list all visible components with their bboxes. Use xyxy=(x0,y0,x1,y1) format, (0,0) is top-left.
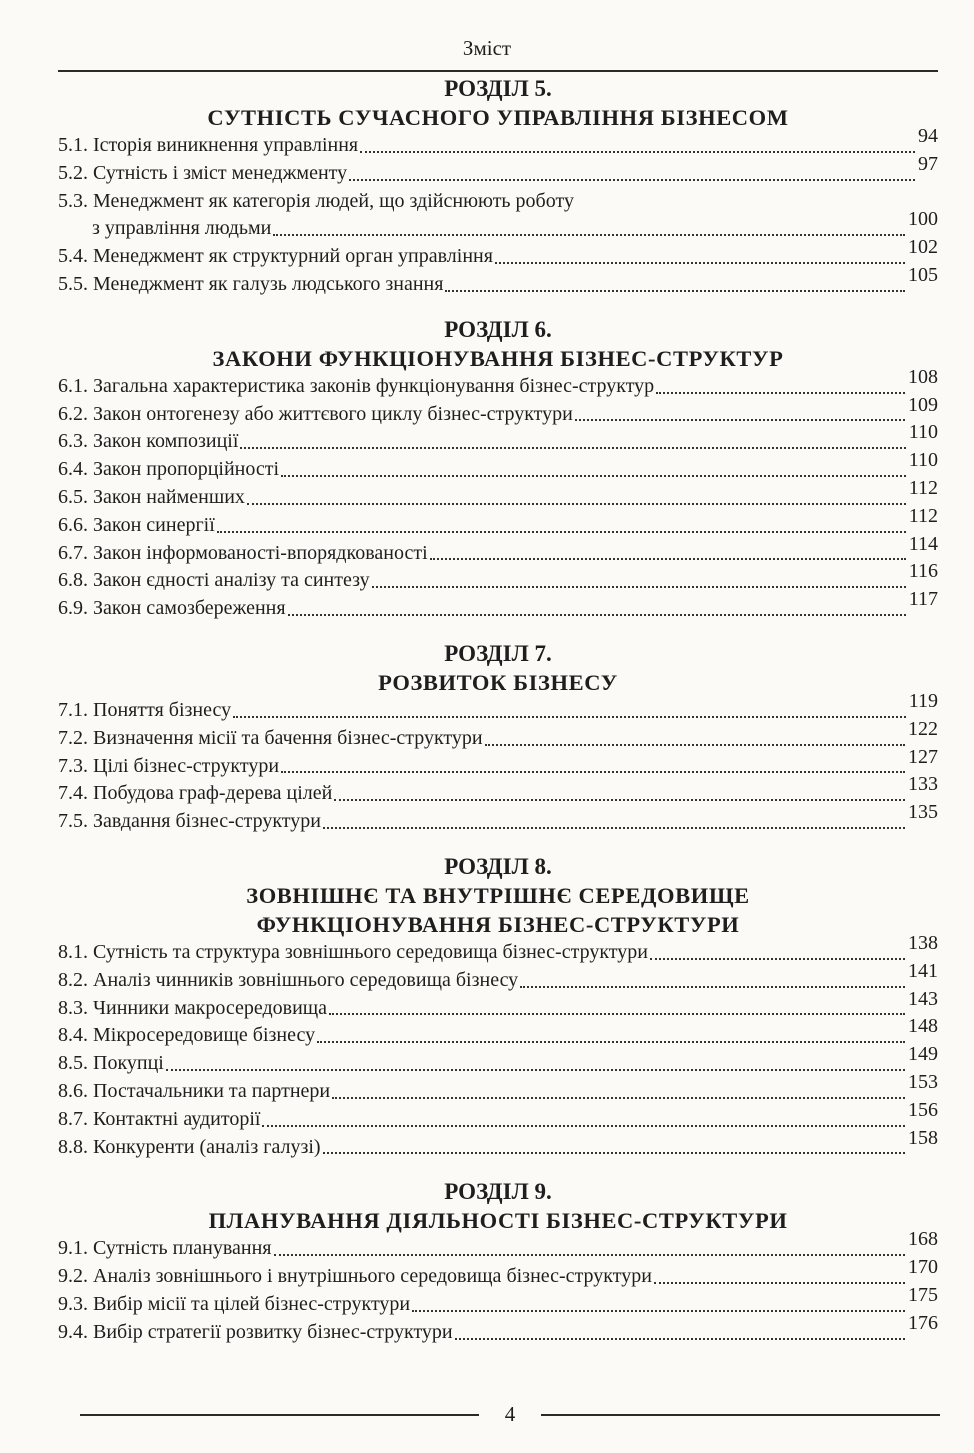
entry-page-number: 114 xyxy=(908,532,938,555)
entry-page-number: 176 xyxy=(908,1311,938,1334)
toc-entry xyxy=(58,1126,938,1162)
toc-entry xyxy=(58,393,938,429)
toc-entry xyxy=(58,152,938,188)
entry-page-number: 117 xyxy=(908,588,938,611)
entry-page-number: 127 xyxy=(908,745,938,768)
toc-entry xyxy=(58,1015,938,1050)
entry-page-number: 116 xyxy=(908,560,938,583)
toc-entry xyxy=(58,532,938,568)
entry-page-number: 112 xyxy=(908,504,938,527)
toc-entry xyxy=(58,365,938,401)
header-rule xyxy=(58,70,938,72)
entry-page-number: 141 xyxy=(908,959,938,982)
entry-page-number: 156 xyxy=(908,1098,938,1121)
dot-leader xyxy=(485,744,905,746)
dot-leader xyxy=(273,234,905,236)
entry-page-number: 109 xyxy=(908,393,938,416)
page-number: 4 xyxy=(504,1402,516,1426)
toc-entry xyxy=(58,931,938,967)
entry-page-number: 94 xyxy=(918,125,938,147)
toc-entry xyxy=(58,1228,938,1263)
toc-section xyxy=(58,315,938,623)
entry-title: 8.4. Мікросередовище бізнесу xyxy=(58,1024,316,1047)
footer-rule-left xyxy=(80,1414,479,1416)
dot-leader xyxy=(372,586,906,588)
entry-title: 8.3. Чинники макросередовища xyxy=(58,996,328,1019)
section-number: РОЗДІЛ 7. xyxy=(444,640,552,666)
toc-entry xyxy=(58,1098,938,1134)
dot-leader xyxy=(349,179,915,181)
dot-leader xyxy=(430,558,906,560)
toc-entry xyxy=(58,1311,938,1347)
section-title: ФУНКЦІОНУВАННЯ БІЗНЕС-СТРУКТУРИ xyxy=(256,911,740,937)
toc-entry xyxy=(58,449,938,484)
toc-entry xyxy=(58,263,938,299)
dot-leader xyxy=(650,958,905,960)
entry-title: 7.4. Побудова граф-дерева цілей xyxy=(58,782,333,805)
dot-leader xyxy=(656,392,905,394)
entry-page-number: 110 xyxy=(908,421,938,444)
dot-leader xyxy=(217,531,906,533)
entry-title: 6.5. Закон найменших xyxy=(58,485,245,508)
toc-entry xyxy=(58,588,938,623)
entry-page-number: 122 xyxy=(908,717,938,740)
dot-leader xyxy=(281,771,905,773)
dot-leader xyxy=(412,1310,905,1312)
toc-entry xyxy=(58,421,938,456)
entry-page-number: 119 xyxy=(908,689,938,712)
entry-title: з управління людьми xyxy=(92,217,272,240)
dot-leader xyxy=(323,827,905,829)
dot-leader xyxy=(262,1125,905,1127)
entry-title: 7.1. Поняття бізнесу xyxy=(58,698,232,721)
entry-title: 5.5. Менеджмент як галузь людського знання xyxy=(58,272,444,295)
dot-leader xyxy=(575,419,905,421)
entry-title: 8.7. Контактні аудиторії xyxy=(58,1107,261,1130)
toc-section xyxy=(58,74,938,299)
section-number: РОЗДІЛ 8. xyxy=(444,853,552,879)
toc-entry xyxy=(58,1283,938,1319)
section-title: СУТНІСТЬ СУЧАСНОГО УПРАВЛІННЯ БІЗНЕСОМ xyxy=(207,105,789,130)
dot-leader xyxy=(455,1338,905,1340)
dot-leader xyxy=(654,1282,905,1284)
toc-entry xyxy=(58,476,938,512)
entry-page-number: 112 xyxy=(908,476,938,499)
toc-entry xyxy=(58,504,938,540)
entry-page-number: 148 xyxy=(908,1015,938,1038)
toc-entry xyxy=(58,717,938,753)
entry-title: 9.3. Вибір місії та цілей бізнес-структури xyxy=(58,1292,411,1315)
toc-entry xyxy=(58,1070,938,1106)
entry-title: 8.6. Постачальники та партнери xyxy=(58,1079,331,1102)
entry-title: 8.8. Конкуренти (аналіз галузі) xyxy=(58,1135,321,1158)
running-head: Зміст xyxy=(462,36,512,60)
entry-page-number: 158 xyxy=(908,1126,938,1149)
toc-entry xyxy=(58,1256,938,1291)
toc-entry xyxy=(58,801,938,836)
entry-page-number: 105 xyxy=(908,263,938,286)
dot-leader xyxy=(166,1069,905,1071)
footer-rule-right xyxy=(541,1414,940,1416)
section-title: ПЛАНУВАННЯ ДІЯЛЬНОСТІ БІЗНЕС-СТРУКТУРИ xyxy=(208,1208,788,1234)
section-number: РОЗДІЛ 5. xyxy=(444,76,552,101)
toc-entry xyxy=(58,560,938,595)
entry-title: 5.4. Менеджмент як структурний орган управління xyxy=(58,245,493,268)
toc-entry xyxy=(58,773,938,808)
dot-leader xyxy=(323,1152,905,1154)
entry-title: 8.1. Сутність та структура зовнішнього середовища бізнес-структури xyxy=(58,940,648,963)
toc-entry xyxy=(58,1043,938,1078)
toc-entry xyxy=(58,987,938,1023)
entry-title: 8.5. Покупці xyxy=(58,1052,164,1075)
section-title: РОЗВИТОК БІЗНЕСУ xyxy=(378,669,618,695)
dot-leader xyxy=(445,290,905,292)
entry-title: 6.1. Загальна характеристика законів функціонування бізнес-структур xyxy=(58,374,655,397)
toc-section xyxy=(58,1177,938,1346)
entry-page-number: 168 xyxy=(908,1228,938,1251)
dot-leader xyxy=(240,447,905,449)
dot-leader xyxy=(281,475,906,477)
entry-page-number: 110 xyxy=(908,449,938,472)
entry-page-number: 153 xyxy=(908,1070,938,1093)
entry-page-number: 102 xyxy=(908,236,938,259)
entry-title: 7.3. Цілі бізнес-структури xyxy=(58,754,280,777)
entry-title: 9.1. Сутність планування xyxy=(58,1237,272,1260)
entry-page-number: 143 xyxy=(908,987,938,1010)
entry-page-number: 135 xyxy=(908,801,938,824)
section-title: ЗОВНІШНЄ ТА ВНУТРІШНЄ СЕРЕДОВИЩЕ xyxy=(246,882,750,908)
entry-title: 6.2. Закон онтогенезу або життєвого циклу бізнес-структури xyxy=(58,402,573,425)
entry-title: 9.4. Вибір стратегії розвитку бізнес-структури xyxy=(58,1320,453,1343)
dot-leader xyxy=(520,986,905,988)
entry-title: 5.1. Історія виникнення управління xyxy=(58,134,359,156)
dot-leader xyxy=(288,614,906,616)
entry-title: 6.9. Закон самозбереження xyxy=(58,597,286,620)
dot-leader xyxy=(317,1041,905,1043)
dot-leader xyxy=(334,799,905,801)
dot-leader xyxy=(495,262,905,264)
section-title: ЗАКОНИ ФУНКЦІОНУВАННЯ БІЗНЕС-СТРУКТУР xyxy=(212,345,784,371)
entry-page-number: 175 xyxy=(908,1283,938,1306)
entry-title: 9.2. Аналіз зовнішнього і внутрішнього середовища бізнес-структури xyxy=(58,1265,652,1288)
table-of-contents xyxy=(58,74,938,1363)
entry-page-number: 97 xyxy=(918,152,938,175)
entry-title: 8.2. Аналіз чинників зовнішнього середовища бізнесу xyxy=(58,968,519,991)
toc-entry xyxy=(58,208,938,243)
entry-title: 6.6. Закон синергії xyxy=(58,513,215,536)
entry-page-number: 108 xyxy=(908,365,938,388)
dot-leader xyxy=(247,503,906,505)
toc-entry xyxy=(58,745,938,781)
entry-title: 6.4. Закон пропорційності xyxy=(58,458,280,481)
page-footer xyxy=(80,1402,940,1427)
section-number: РОЗДІЛ 9. xyxy=(444,1179,552,1205)
dot-leader xyxy=(360,151,915,153)
toc-entry xyxy=(58,125,938,160)
entry-title: 6.8. Закон єдності аналізу та синтезу xyxy=(58,569,370,592)
dot-leader xyxy=(332,1097,905,1099)
toc-entry xyxy=(58,236,938,271)
entry-title: 6.7. Закон інформованості-впорядкованості xyxy=(58,541,428,564)
dot-leader xyxy=(233,716,906,718)
entry-page-number: 149 xyxy=(908,1043,938,1066)
toc-entry xyxy=(58,959,938,995)
entry-page-number: 170 xyxy=(908,1256,938,1279)
entry-title: 7.5. Завдання бізнес-структури xyxy=(58,810,321,833)
toc-entry-multiline xyxy=(58,188,938,244)
entry-title: 7.2. Визначення місії та бачення бізнес-структури xyxy=(58,726,483,749)
entry-title: 5.2. Сутність і зміст менеджменту xyxy=(58,161,348,184)
section-number: РОЗДІЛ 6. xyxy=(444,316,552,342)
entry-title: 6.3. Закон композиції xyxy=(58,430,239,453)
dot-leader xyxy=(329,1013,905,1015)
dot-leader xyxy=(274,1254,905,1256)
toc-section xyxy=(58,639,938,836)
entry-page-number: 133 xyxy=(908,773,938,796)
toc-section xyxy=(58,852,938,1161)
entry-page-number: 100 xyxy=(908,208,938,231)
entry-page-number: 138 xyxy=(908,931,938,954)
toc-entry xyxy=(58,689,938,725)
entry-title-first-line: 5.3. Менеджмент як категорія людей, що здійснюють роботу xyxy=(58,189,574,212)
